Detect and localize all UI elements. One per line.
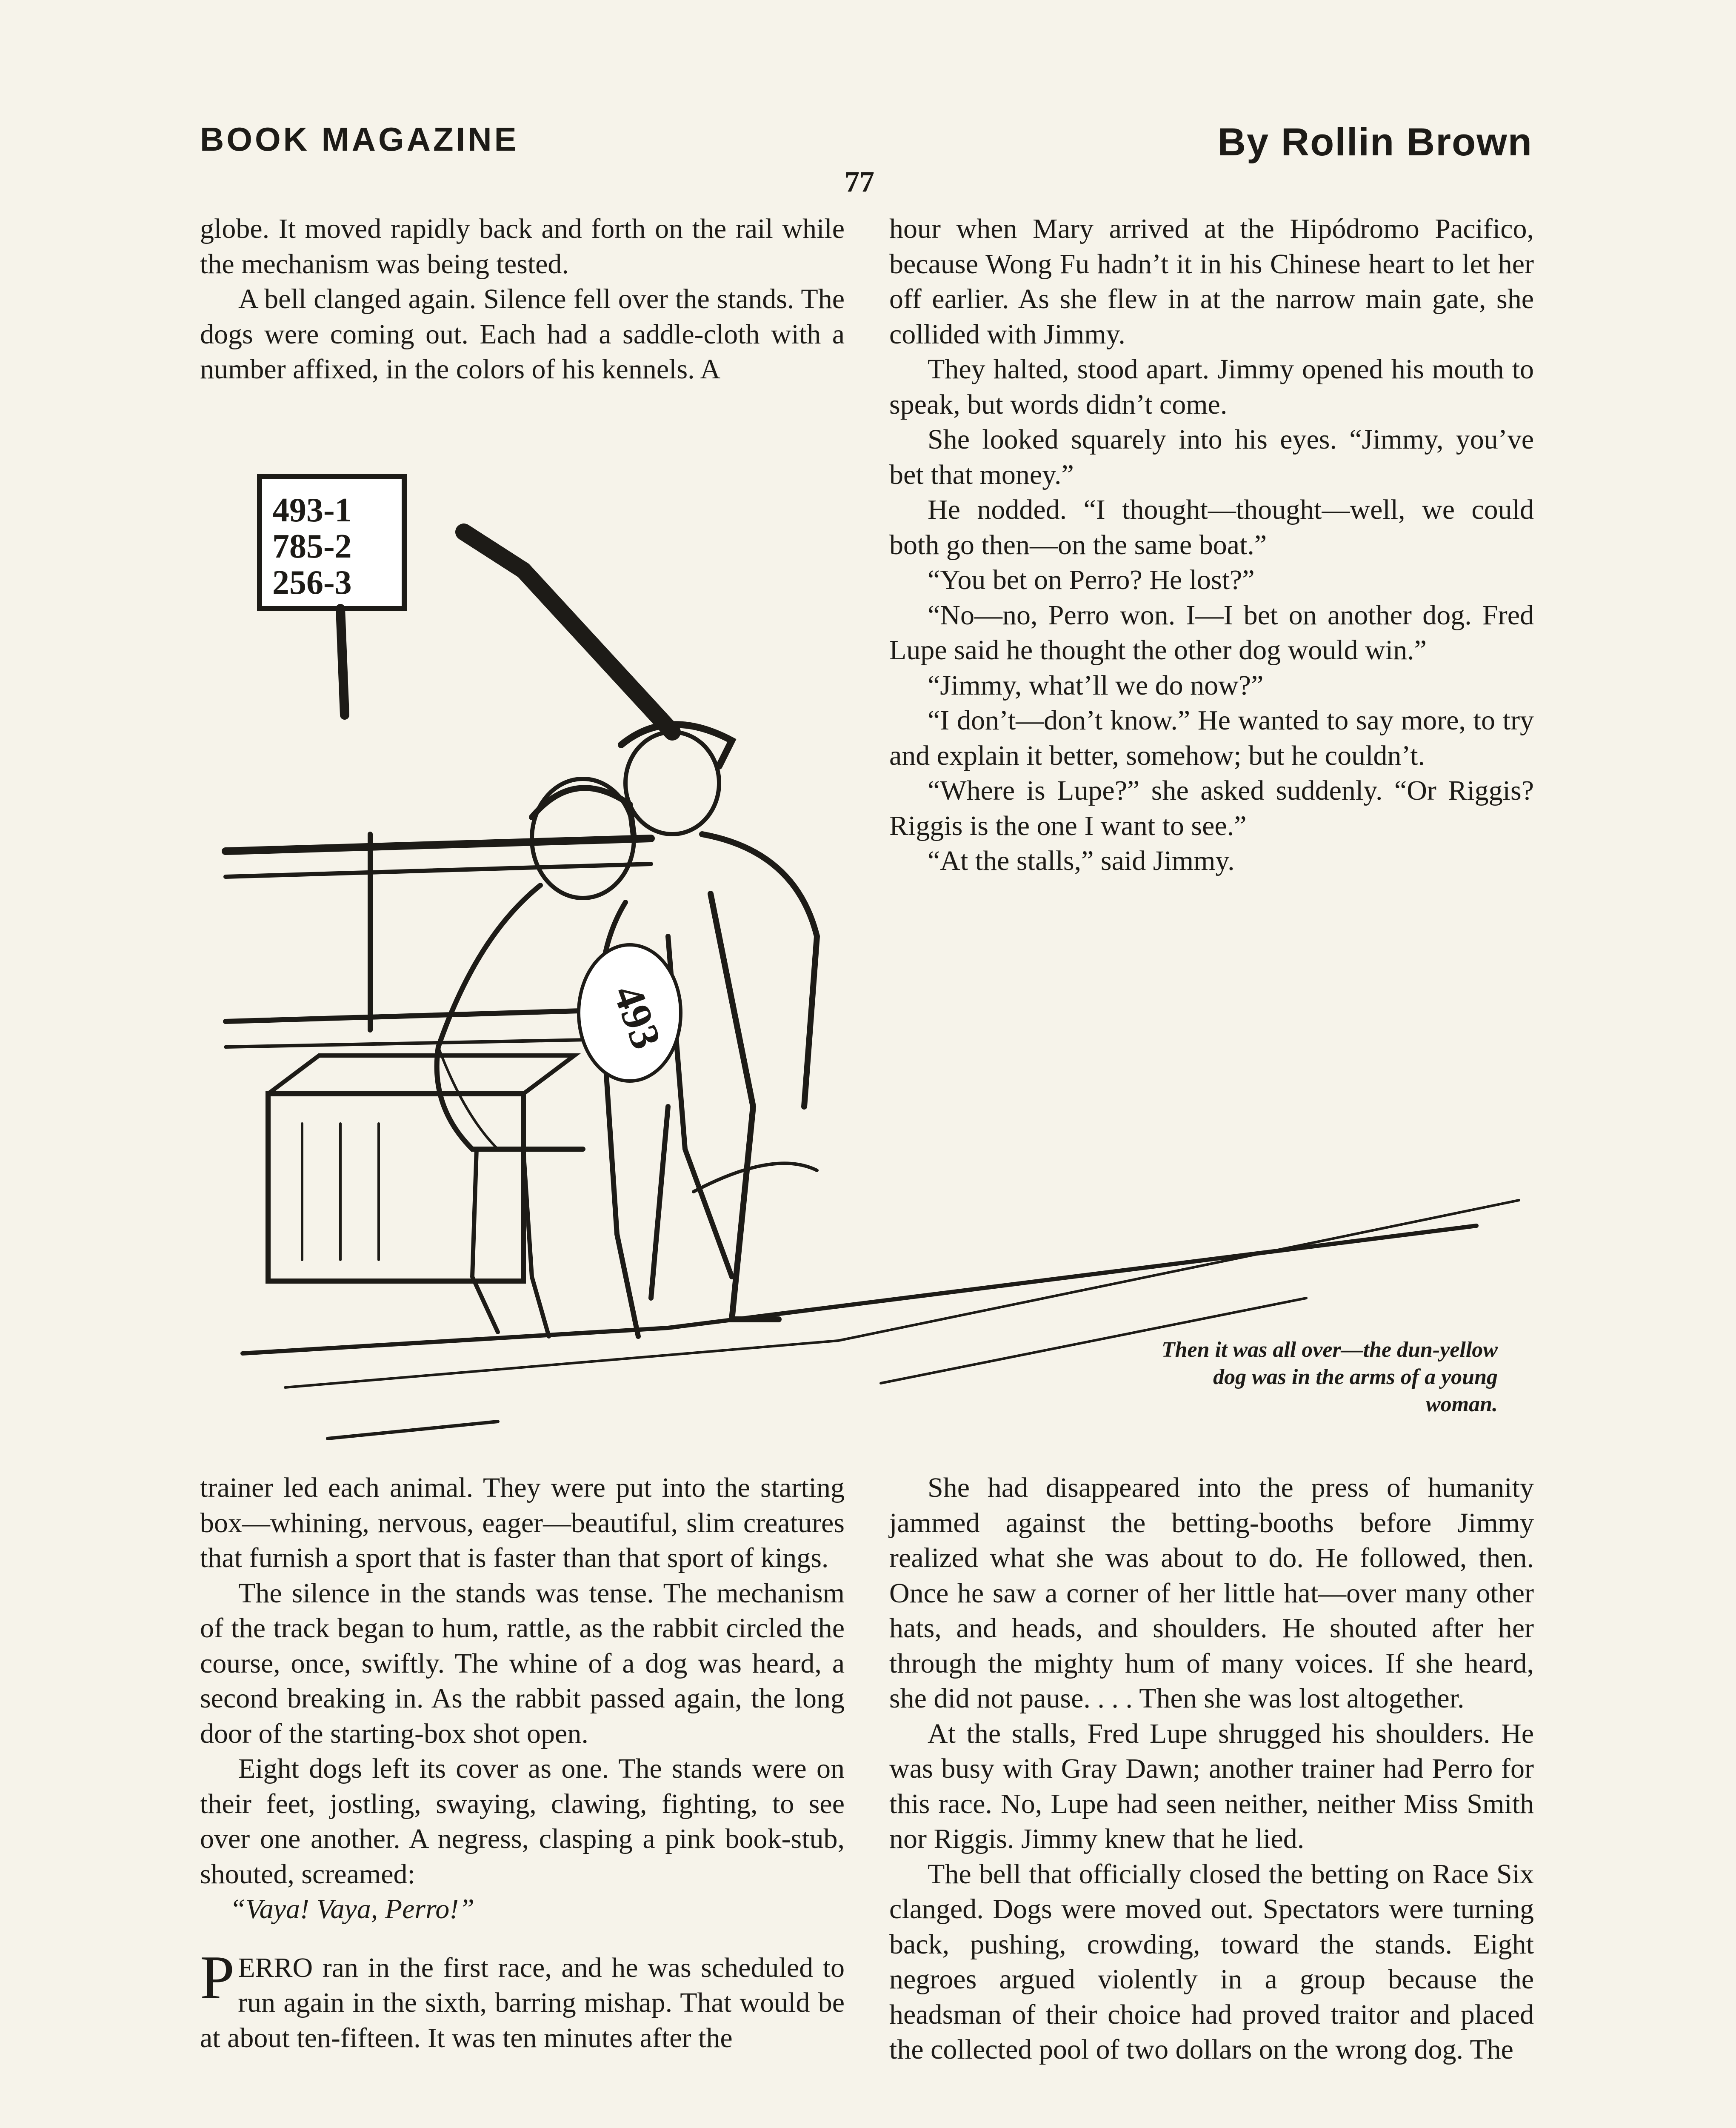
paragraph: “At the stalls,” said Jimmy.	[928, 845, 1235, 876]
sign-line: 256-3	[272, 564, 352, 601]
paragraph: hour when Mary arrived at the Hipódromo Pacifico, because Wong Fu hadn’t it in his Chinese heart to let her off earlier. As she flew in at the narrow main gate, she collided with Jimmy.	[889, 213, 1534, 350]
paragraph-text: ERRO ran in the first race, and he was scheduled to run again in the sixth, barring mishap. That would be at about ten-fifteen. It was ten minutes after the	[200, 1952, 845, 2054]
illustration-caption: Then it was all over—the dun-yellow dog was in the arms of a young woman.	[1161, 1338, 1498, 1416]
column-left-top	[200, 212, 845, 387]
paragraph: “Jimmy, what’ll we do now?”	[928, 669, 1264, 701]
paragraph: A bell clanged again. Silence fell over the stands. The dogs were coming out. Each had a saddle-cloth with a number affixed, in the colors of his kennels. A	[200, 283, 845, 385]
saddle-number: 493	[604, 979, 671, 1055]
sign-line: 493-1	[272, 492, 352, 529]
illustration-drawing	[200, 468, 1534, 1447]
paragraph: trainer led each animal. They were put into the starting box—whining, nervous, eager—beautiful, slim creatures that furnish a sport that is faster than that sport of kings.	[200, 1472, 845, 1573]
paragraph: “You bet on Perro? He lost?”	[928, 564, 1255, 595]
column-left-bottom	[200, 1470, 845, 2056]
paragraph: “Where is Lupe?” she asked suddenly. “Or Riggis? Riggis is the one I want to see.”	[889, 775, 1534, 841]
drop-cap: P	[200, 1942, 235, 2012]
paragraph: globe. It moved rapidly back and forth on the rail while the mechanism was being tested.	[200, 213, 845, 280]
paragraph: Eight dogs left its cover as one. The stands were on their feet, jostling, swaying, clawing, fighting, to see over one another. A negress, clasping a pink book-stub, shouted, screamed:	[200, 1753, 845, 1890]
column-right-bottom	[889, 1470, 1534, 2068]
paragraph: “I don’t—don’t know.” He wanted to say more, to try and explain it better, somehow; but he couldn’t.	[889, 705, 1534, 771]
magazine-title: BOOK MAGAZINE	[200, 120, 519, 158]
paragraph: At the stalls, Fred Lupe shrugged his shoulders. He was busy with Gray Dawn; another trainer had Perro for this race. No, Lupe had seen neither, neither Miss Smith nor Riggis. Jimmy knew that he lied.	[889, 1718, 1534, 1854]
section-opening	[200, 1942, 845, 2056]
paragraph: The bell that officially closed the betting on Race Six clanged. Dogs were moved out. Spectators were turning back, pushing, crowding, toward the stands. Eight negroes argued violently in a group because the headsman of their choice had proved traitor and placed the collected pool of two dollars on the wrong dog. The	[889, 1858, 1534, 2065]
paragraph: They halted, stood apart. Jimmy opened his mouth to speak, but words didn’t come.	[889, 354, 1534, 420]
illustration	[200, 468, 1534, 1447]
paragraph: She looked squarely into his eyes. “Jimmy, you’ve bet that money.”	[889, 424, 1534, 490]
page-number: 77	[845, 166, 874, 198]
sign-line: 785-2	[272, 528, 352, 565]
quote: “Vaya! Vaya, Perro!”	[230, 1893, 474, 1925]
author-byline: By Rollin Brown	[1217, 120, 1533, 164]
paragraph: “No—no, Perro won. I—I bet on another dog. Fred Lupe said he thought the other dog would win.”	[889, 599, 1534, 666]
paragraph: She had disappeared into the press of humanity jammed against the betting-booths before Jimmy realized what she was about to do. He followed, then. Once he saw a corner of her little hat—over many other hats, and heads, and shoulders. He shouted after her through the mighty hum of many voices. If she heard, she did not pause. . . . Then she was lost altogether.	[889, 1472, 1534, 1714]
paragraph: He nodded. “I thought—thought—well, we could both go then—on the same boat.”	[889, 494, 1534, 561]
paragraph: The silence in the stands was tense. The mechanism of the track began to hum, rattle, as the rabbit circled the course, once, swiftly. The whine of a dog was heard, a second breaking in. As the rabbit passed again, the long door of the starting-box shot open.	[200, 1577, 845, 1749]
